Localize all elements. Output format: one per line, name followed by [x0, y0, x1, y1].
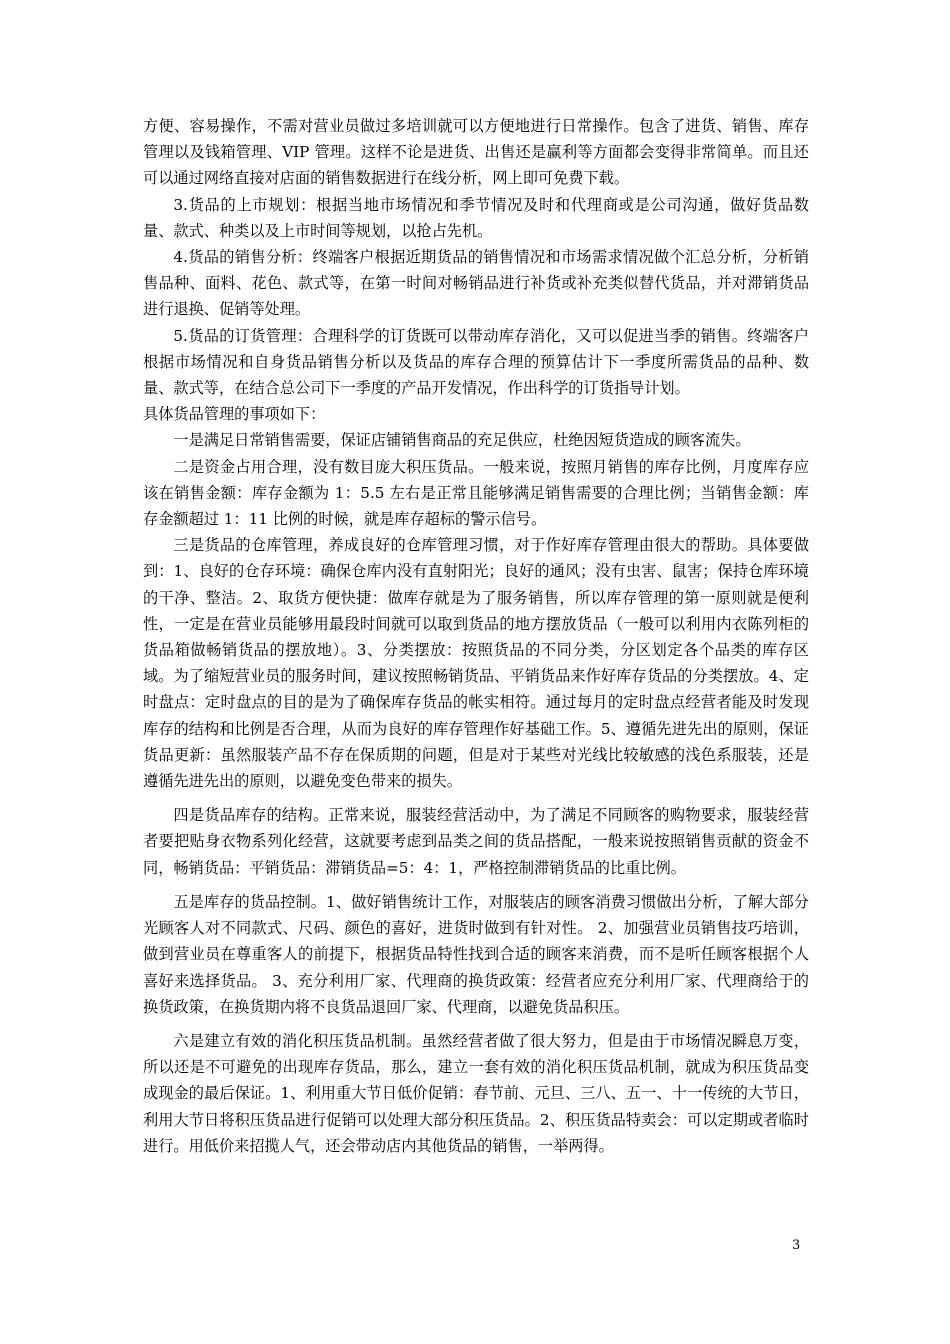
paragraph-item-one: 一是满足日常销售需要，保证店铺销售商品的充足供应，杜绝因短货造成的顾客流失。 [173, 431, 751, 450]
paragraph-launch-planning: 3.货品的上市规划：根据当地市场情况和季节情况及时和代理商或是公司沟通，做好货品数量、款式、种类以及上市时间等规划，以抢占先机。 [143, 195, 809, 240]
paragraph-sales-analysis: 4.货品的销售分析：终端客户根据近期货品的销售情况和市场需求情况做个汇总分析，分析销售品种、面料、花色、款式等，在第一时间对畅销品进行补货或补充类似替代货品，并对滞销货品进行退换、促销等处理。 [143, 248, 809, 319]
paragraph-item-five: 五是库存的货品控制。1、做好销售统计工作，对服装店的顾客消费习惯做出分析，了解大部分光顾客人对不同款式、尺码、颜色的喜好，进货时做到有针对性。 2、加强营业员销售技巧培训，做到营业员在尊重客人的前提下，根据货品特性找到合适的顾客来消费，而不是听任顾客根据个人喜好来选择货品。 3、充分利用厂家、代理商的换货政策：经营者应充分利用厂家、代理商给于的换货政策，在换货期内将不良货品退回厂家、代理商，以避免货品积压。 [143, 892, 809, 1016]
paragraph-item-six: 六是建立有效的消化积压货品机制。虽然经营者做了很大努力，但是由于市场情况瞬息万变，所以还是不可避免的出现库存货品，那么，建立一套有效的消化积压货品机制，就成为积压货品变成现金的最后保证。1、利用重大节日低价促销：春节前、元旦、三八、五一、十一传统的大节日，利用大节日将积压货品进行促销可以处理大部分积压货品。2、积压货品特卖会：可以定期或者临时进行。用低价来招揽人气，还会带动店内其他货品的销售，一举两得。 [143, 1031, 809, 1155]
paragraph-item-three: 三是货品的仓库管理，养成良好的仓库管理习惯，对于作好库存管理由很大的帮助。具体要做到：1、良好的仓存环境：确保仓库内没有直射阳光；良好的通风；没有虫害、鼠害；保持仓库环境的干净、整洁。2、取货方便快捷：做库存就是为了服务销售，所以库存管理的第一原则就是便利性，一定是在营业员能够用最段时间就可以取到货品的地方摆放货品（一般可以利用内衣陈列柜的货品箱做畅销货品的摆放地）。3、分类摆放：按照货品的不同分类，分区划定各个品类的库存区域。为了缩短营业员的服务时间，建议按照畅销货品、平销货品来作好库存货品的分类摆放。4、定时盘点：定时盘点的目的是为了确保库存货品的帐实相符。通过每月的定时盘点经营者能及时发现库存的结构和比例是否合理，从而为良好的库存管理作好基础工作。5、遵循先进先出的原则，保证货品更新：虽然服装产品不存在保质期的问题，但是对于某些对光线比较敏感的浅色系服装，还是遵循先进先出的原则，以避免变色带来的损失。 [143, 536, 809, 791]
page-number: 3 [792, 1238, 801, 1253]
document-body [143, 113, 809, 1159]
paragraph-intro-continued: 方便、容易操作，不需对营业员做过多培训就可以方便地进行日常操作。包含了进货、销售、库存管理以及钱箱管理、VIP 管理。这样不论是进货、出售还是赢利等方面都会变得非常简单。而且还可以通过网络直接对店面的销售数据进行在线分析，网上即可免费下载。 [143, 117, 809, 188]
paragraph-order-management: 5.货品的订货管理：合理科学的订货既可以带动库存消化，又可以促进当季的销售。终端客户根据市场情况和自身货品销售分析以及货品的库存合理的预算估计下一季度所需货品的品种、数量、款式等，在结合总公司下一季度的产品开发情况，作出科学的订货指导计划。 [143, 326, 809, 398]
paragraph-item-two: 二是资金占用合理，没有数目庞大积压货品。一般来说，按照月销售的库存比例，月度库存应该在销售金额：库存金额为 1：5.5 左右是正常且能够满足销售需要的合理比例；当销售金额：库存金额超过 1：11 比例的时候，就是库存超标的警示信号。 [143, 457, 809, 529]
paragraph-items-heading: 具体货品管理的事项如下： [143, 405, 326, 424]
paragraph-item-four: 四是货品库存的结构。正常来说，服装经营活动中，为了满足不同顾客的购物要求，服装经营者要把贴身衣物系列化经营，这就要考虑到品类之间的货品搭配，一般来说按照销售贡献的资金不同，畅销货品：平销货品：滞销货品=5：4：1，严格控制滞销货品的比重比例。 [143, 806, 809, 877]
